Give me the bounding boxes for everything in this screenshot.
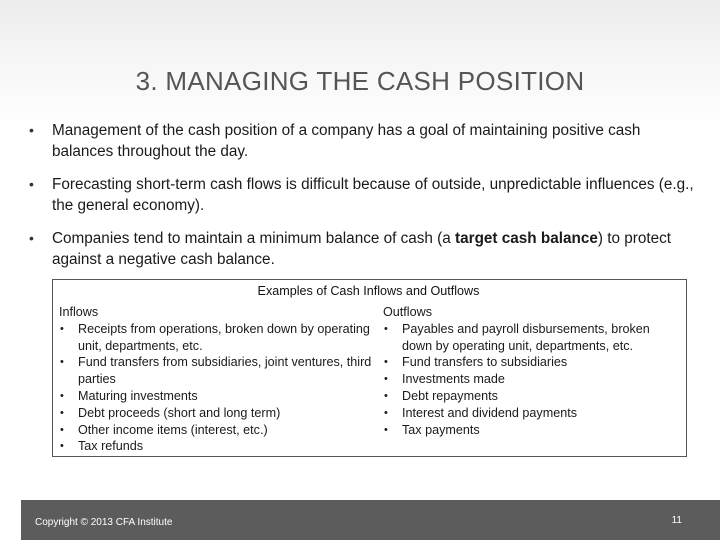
item-marker: • [384, 423, 388, 436]
bullet-item [26, 228, 696, 270]
item-marker: • [384, 322, 388, 335]
inflow-item [59, 321, 379, 355]
item-marker: • [384, 373, 388, 386]
bullet-bold-term: target cash balance [455, 230, 598, 247]
inflow-item-text: Debt proceeds (short and long term) [78, 405, 281, 420]
item-marker: • [60, 423, 64, 436]
inflows-list [59, 321, 379, 455]
bullet-item [26, 174, 696, 216]
page-number: 11 [671, 515, 682, 526]
bullet-marker: • [29, 122, 34, 138]
bullet-text-end: ) to protect against a negative cash balance. [52, 230, 671, 268]
item-marker: • [384, 406, 388, 419]
bullet-text: Forecasting short-term cash flows is difficult because of outside, unpredictable influences (e.g., the general economy). [52, 176, 694, 214]
item-marker: • [384, 389, 388, 402]
bullet-item [26, 120, 696, 162]
outflow-item-text: Debt repayments [402, 388, 498, 403]
bullet-text: Management of the cash position of a company has a goal of maintaining positive cash balances throughout the day. [52, 122, 641, 160]
item-marker: • [60, 356, 64, 369]
outflow-item-text: Fund transfers to subsidiaries [402, 355, 568, 370]
bullet-text-start: Companies tend to maintain a minimum balance of cash (a [52, 230, 456, 247]
outflows-column [383, 304, 683, 438]
inflows-column [59, 304, 379, 455]
item-marker: • [384, 356, 388, 369]
inflow-item-text: Other income items (interest, etc.) [78, 422, 268, 437]
outflow-item [383, 388, 683, 405]
bullet-marker: • [29, 230, 34, 246]
inflow-item [59, 438, 379, 455]
item-marker: • [60, 389, 64, 402]
inflow-item [59, 388, 379, 405]
inflow-item [59, 405, 379, 422]
bullet-list [26, 120, 696, 282]
item-marker: • [60, 322, 64, 335]
inflow-item [59, 422, 379, 439]
inflow-item-text: Tax refunds [78, 439, 144, 454]
outflow-item [383, 405, 683, 422]
bullet-marker: • [29, 176, 34, 192]
outflow-item-text: Tax payments [402, 422, 480, 437]
outflow-item [383, 321, 683, 355]
footer-bar [21, 500, 720, 540]
outflow-item [383, 422, 683, 439]
outflow-item-text: Payables and payroll disbursements, broken down by operating unit, departments, etc. [402, 321, 650, 353]
inflow-item-text: Fund transfers from subsidiaries, joint ventures, third parties [78, 355, 372, 387]
inflows-header: Inflows [59, 305, 99, 319]
outflows-list [383, 321, 683, 439]
outflow-item-text: Interest and dividend payments [402, 405, 578, 420]
inflow-item [59, 354, 379, 388]
item-marker: • [60, 406, 64, 419]
inflow-item-text: Maturing investments [78, 388, 198, 403]
slide-title: 3. MANAGING THE CASH POSITION [135, 66, 585, 96]
bullet-text [52, 230, 671, 268]
outflow-item [383, 371, 683, 388]
copyright-text: Copyright © 2013 CFA Institute [35, 517, 173, 528]
inflow-item-text: Receipts from operations, broken down by operating unit, departments, etc. [78, 321, 370, 353]
outflow-item-text: Investments made [402, 372, 505, 387]
outflow-item [383, 354, 683, 371]
item-marker: • [60, 440, 64, 453]
outflows-header: Outflows [383, 305, 432, 319]
table-caption: Examples of Cash Inflows and Outflows [257, 284, 480, 298]
